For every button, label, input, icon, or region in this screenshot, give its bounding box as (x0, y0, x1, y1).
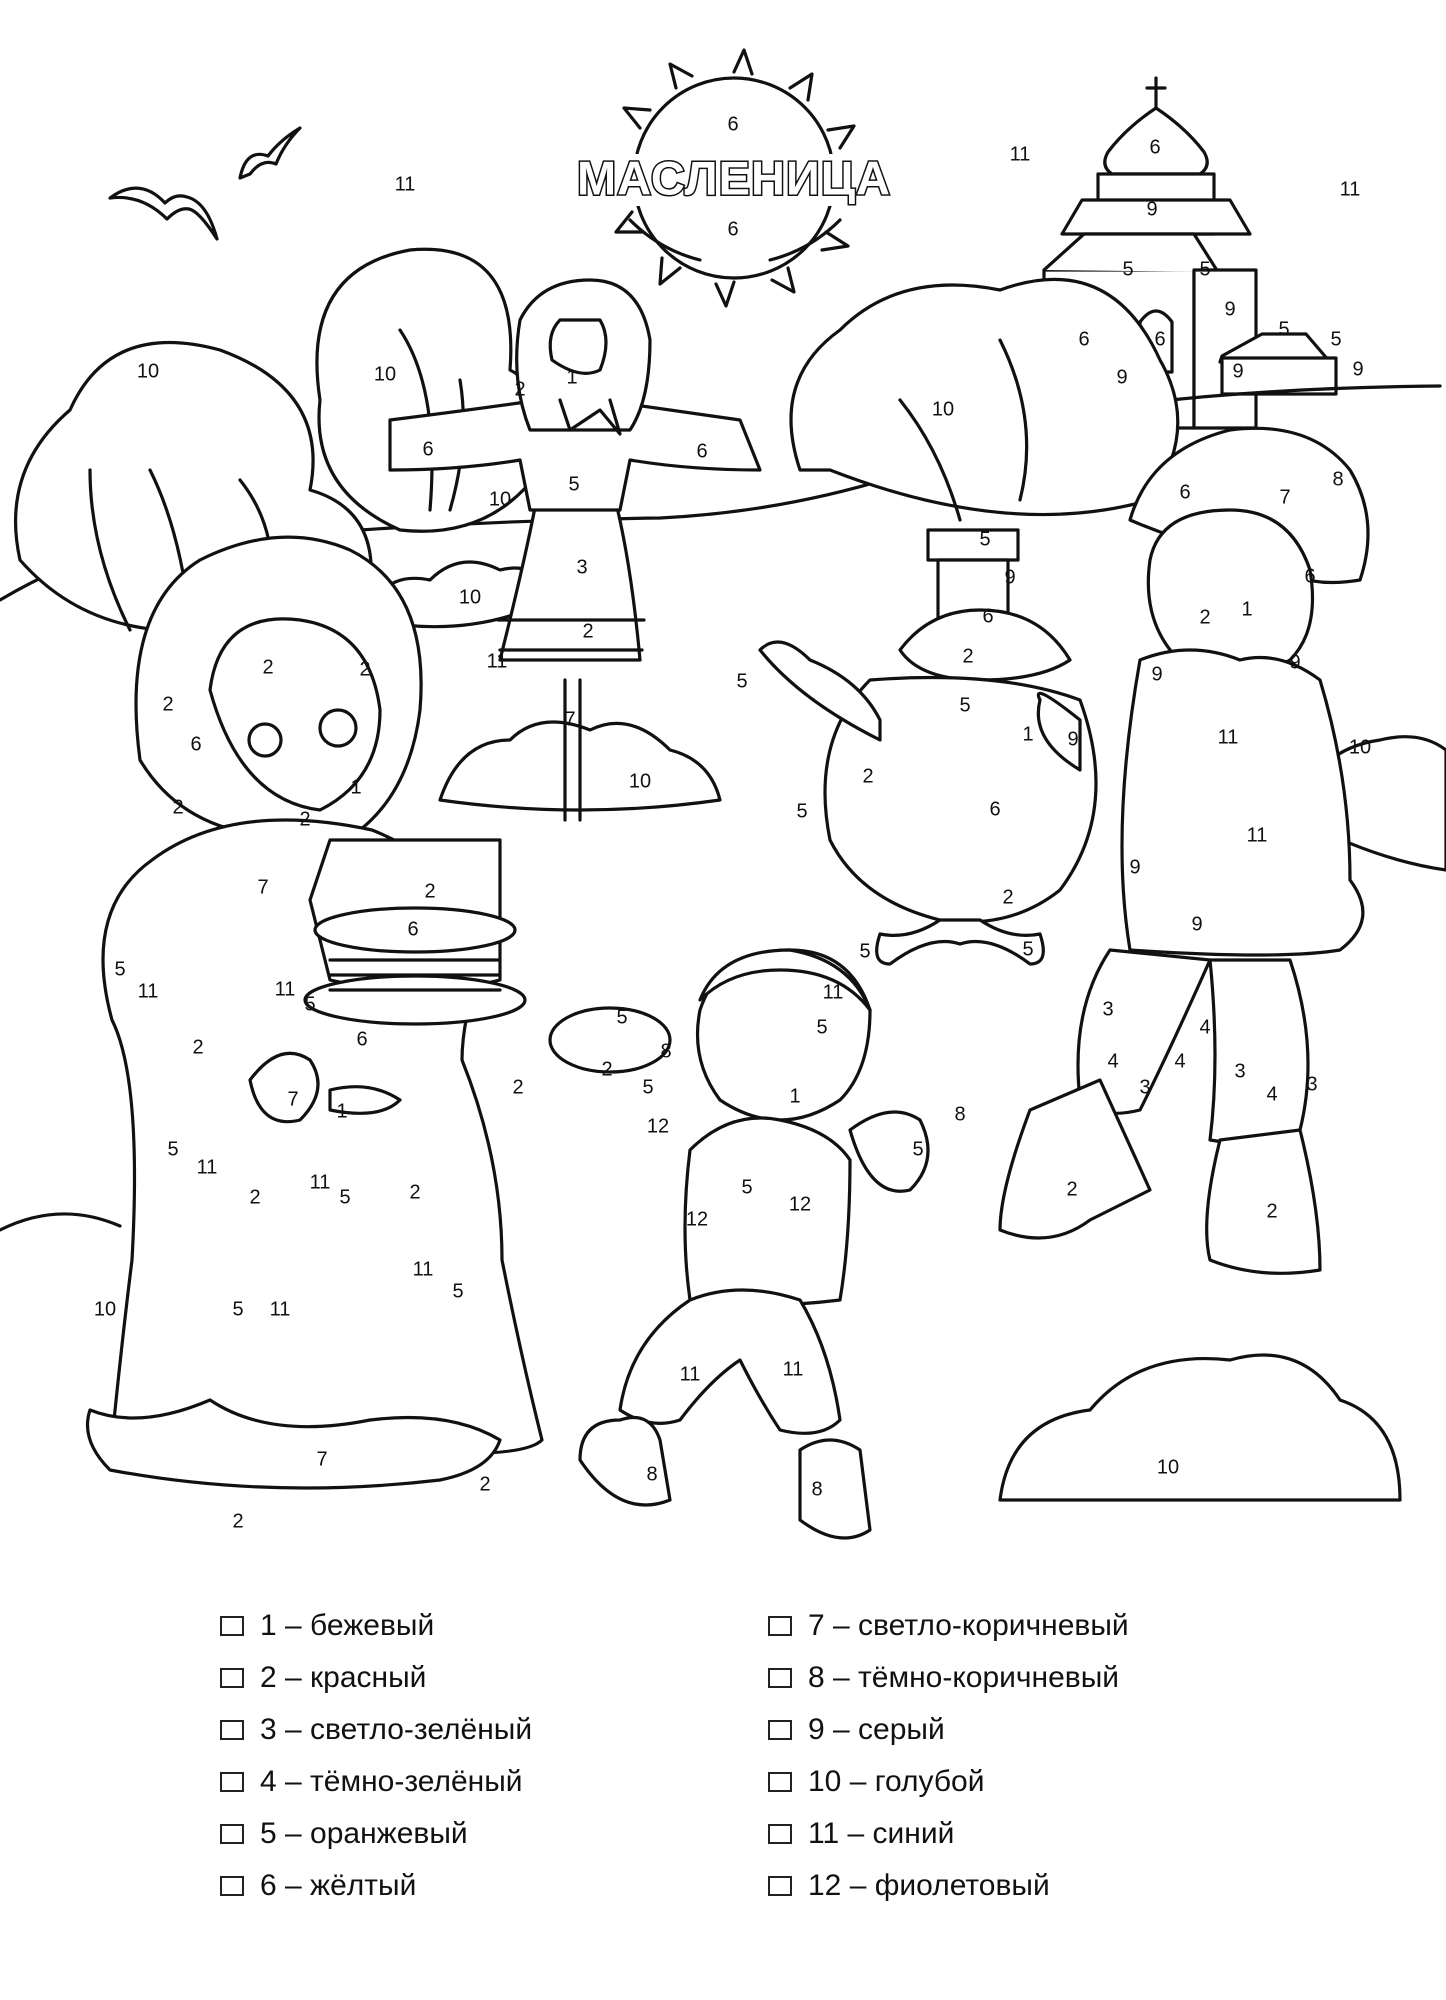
region-number: 2 (514, 378, 526, 401)
legend-item (768, 1704, 1129, 1756)
region-number: 2 (962, 645, 974, 668)
region-number: 5 (167, 1138, 179, 1161)
region-number: 2 (1002, 886, 1014, 909)
checkbox[interactable] (220, 1876, 244, 1896)
region-number: 2 (299, 808, 311, 831)
region-number: 5 (1022, 938, 1034, 961)
region-number: 9 (1004, 566, 1016, 589)
region-number: 9 (1224, 298, 1236, 321)
region-number: 6 (696, 440, 708, 463)
region-number: 9 (1151, 663, 1163, 686)
region-number: 6 (1304, 565, 1316, 588)
legend-label: 5 – оранжевый (260, 1817, 468, 1850)
region-number: 8 (1332, 468, 1344, 491)
region-number: 11 (196, 1156, 218, 1179)
legend-item (220, 1808, 532, 1860)
region-number: 12 (788, 1193, 812, 1216)
region-number: 2 (1066, 1178, 1078, 1201)
legend-label: 12 – фиолетовый (808, 1869, 1050, 1902)
region-number: 5 (114, 958, 126, 981)
region-number: 10 (458, 586, 482, 609)
region-number: 10 (488, 488, 512, 511)
region-number: 4 (1174, 1050, 1186, 1073)
region-number: 5 (452, 1280, 464, 1303)
region-number: 9 (1289, 651, 1301, 674)
region-number: 5 (1122, 258, 1134, 281)
region-number: 1 (1022, 723, 1034, 746)
region-number: 2 (424, 880, 436, 903)
region-number: 4 (1266, 1083, 1278, 1106)
region-number: 5 (339, 1186, 351, 1209)
region-number: 9 (1116, 366, 1128, 389)
legend-label: 9 – серый (808, 1713, 945, 1746)
region-number: 1 (350, 776, 362, 799)
legend-item (768, 1860, 1129, 1912)
legend-column-right (768, 1600, 1129, 1912)
region-number: 6 (356, 1028, 368, 1051)
region-number: 5 (959, 694, 971, 717)
region-number: 6 (422, 438, 434, 461)
region-number: 11 (782, 1358, 804, 1381)
region-number: 2 (249, 1186, 261, 1209)
region-number: 7 (287, 1088, 299, 1111)
region-number: 5 (1278, 318, 1290, 341)
title-text: МАСЛЕНИЦА (576, 151, 892, 205)
legend-item (768, 1808, 1129, 1860)
legend-label: 2 – красный (260, 1661, 427, 1694)
bird-icon (240, 128, 300, 178)
legend-item (220, 1860, 532, 1912)
region-number: 5 (816, 1016, 828, 1039)
legend-label: 4 – тёмно-зелёный (260, 1765, 523, 1798)
region-number: 4 (1107, 1050, 1119, 1073)
region-number: 8 (811, 1478, 823, 1501)
legend-label: 8 – тёмно-коричневый (808, 1661, 1120, 1694)
legend-column-left (220, 1600, 532, 1912)
region-number: 2 (232, 1510, 244, 1533)
legend-label: 7 – светло-коричневый (808, 1609, 1129, 1642)
legend-label: 3 – светло-зелёный (260, 1713, 533, 1746)
region-number: 11 (394, 173, 416, 196)
region-number: 5 (741, 1176, 753, 1199)
region-number: 9 (1067, 728, 1079, 751)
region-number: 6 (1078, 328, 1090, 351)
checkbox[interactable] (768, 1876, 792, 1896)
checkbox[interactable] (220, 1824, 244, 1844)
bird-icon (110, 188, 217, 239)
region-number: 6 (727, 113, 739, 136)
region-number: 9 (1146, 198, 1158, 221)
legend-item (768, 1652, 1129, 1704)
region-number: 11 (137, 980, 159, 1003)
region-number: 3 (1234, 1060, 1246, 1083)
region-number: 10 (373, 363, 397, 386)
legend-item (220, 1756, 532, 1808)
checkbox[interactable] (220, 1772, 244, 1792)
checkbox[interactable] (768, 1772, 792, 1792)
region-number: 11 (1217, 726, 1239, 749)
region-number: 2 (172, 796, 184, 819)
region-number: 5 (859, 940, 871, 963)
region-number: 4 (1199, 1016, 1211, 1039)
legend-item (220, 1600, 532, 1652)
region-number: 11 (486, 650, 508, 673)
region-number: 2 (862, 765, 874, 788)
region-number: 9 (1129, 856, 1141, 879)
region-number: 9 (1232, 360, 1244, 383)
region-number: 6 (1179, 481, 1191, 504)
region-number: 9 (1191, 913, 1203, 936)
region-number: 2 (1266, 1200, 1278, 1223)
region-number: 3 (1102, 998, 1114, 1021)
color-legend (0, 1600, 1446, 1930)
region-number: 11 (1246, 824, 1268, 847)
region-number: 10 (931, 398, 955, 421)
region-number: 5 (1330, 328, 1342, 351)
region-number: 5 (232, 1298, 244, 1321)
region-number: 11 (309, 1171, 331, 1194)
region-number: 11 (1009, 143, 1031, 166)
region-number: 2 (479, 1473, 491, 1496)
region-number: 6 (727, 218, 739, 241)
checkbox[interactable] (768, 1720, 792, 1740)
checkbox[interactable] (220, 1616, 244, 1636)
legend-label: 11 – синий (808, 1817, 955, 1850)
checkbox[interactable] (220, 1668, 244, 1688)
legend-label: 10 – голубой (808, 1765, 985, 1798)
region-number: 7 (1279, 486, 1291, 509)
region-number: 10 (136, 360, 160, 383)
region-number: 11 (274, 978, 296, 1001)
region-number: 3 (1306, 1073, 1318, 1096)
samovar-illustration (760, 530, 1096, 964)
region-number: 5 (912, 1138, 924, 1161)
region-number: 2 (1199, 606, 1211, 629)
region-number: 2 (162, 693, 174, 716)
legend-item (220, 1652, 532, 1704)
region-number: 8 (954, 1103, 966, 1126)
legend-item (220, 1704, 532, 1756)
checkbox[interactable] (768, 1824, 792, 1844)
region-number: 2 (582, 620, 594, 643)
region-number: 6 (1149, 136, 1161, 159)
region-number: 2 (409, 1181, 421, 1204)
region-number: 2 (512, 1076, 524, 1099)
boy-illustration (550, 950, 928, 1538)
region-number: 6 (982, 605, 994, 628)
region-number: 2 (192, 1036, 204, 1059)
region-number: 10 (628, 770, 652, 793)
region-number: 5 (736, 670, 748, 693)
region-number: 3 (1139, 1076, 1151, 1099)
checkbox[interactable] (768, 1668, 792, 1688)
region-number: 8 (660, 1040, 672, 1063)
region-number: 7 (257, 876, 269, 899)
region-number: 9 (1352, 358, 1364, 381)
region-number: 7 (564, 708, 576, 731)
region-number: 12 (685, 1208, 709, 1231)
legend-item (768, 1600, 1129, 1652)
legend-label: 1 – бежевый (260, 1609, 435, 1642)
region-number: 5 (568, 473, 580, 496)
region-number: 3 (576, 556, 588, 579)
legend-item (768, 1756, 1129, 1808)
region-number: 1 (789, 1085, 801, 1108)
region-number: 10 (1156, 1456, 1180, 1479)
cloud-shape (1000, 1355, 1400, 1500)
bush-right (791, 279, 1178, 520)
region-number: 11 (412, 1258, 434, 1281)
region-number: 2 (601, 1058, 613, 1081)
region-number: 11 (679, 1363, 701, 1386)
checkbox[interactable] (768, 1616, 792, 1636)
region-number: 5 (979, 528, 991, 551)
region-number: 8 (646, 1463, 658, 1486)
region-number: 2 (262, 656, 274, 679)
checkbox[interactable] (220, 1720, 244, 1740)
region-number: 5 (796, 800, 808, 823)
region-number: 12 (646, 1115, 670, 1138)
region-number: 5 (616, 1006, 628, 1029)
region-number: 10 (1348, 736, 1372, 759)
region-number: 6 (190, 733, 202, 756)
region-number: 5 (642, 1076, 654, 1099)
region-number: 11 (822, 981, 844, 1004)
region-number: 1 (1241, 598, 1253, 621)
region-number: 11 (1339, 178, 1361, 201)
region-number: 2 (359, 658, 371, 681)
region-number: 11 (269, 1298, 291, 1321)
region-number: 7 (316, 1448, 328, 1471)
legend-label: 6 – жёлтый (260, 1869, 417, 1902)
region-number: 6 (989, 798, 1001, 821)
region-number: 1 (566, 366, 578, 389)
region-number: 1 (336, 1100, 348, 1123)
region-number: 6 (1154, 328, 1166, 351)
region-number: 5 (304, 993, 316, 1016)
region-number: 6 (407, 918, 419, 941)
region-number: 5 (1199, 258, 1211, 281)
region-number: 10 (93, 1298, 117, 1321)
